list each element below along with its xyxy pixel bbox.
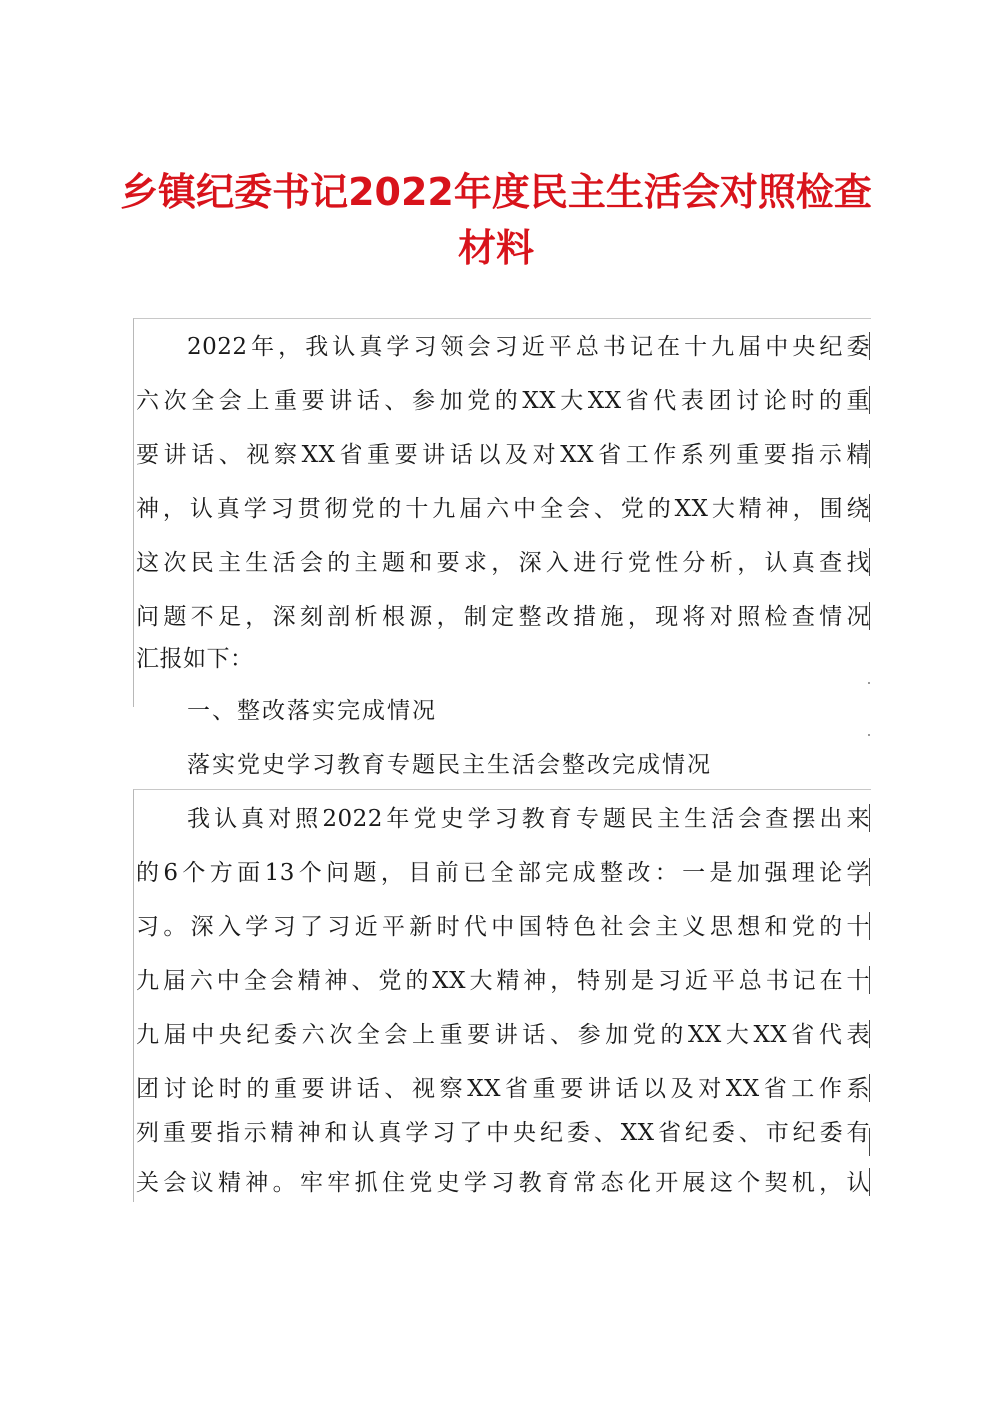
paragraph-2-line: 关会议精神。牢牢抓住党史学习教育常态化开展这个契机，认 bbox=[136, 1170, 870, 1196]
paragraph-2-line: 习。深入学习了习近平新时代中国特色社会主义思想和党的十 bbox=[136, 914, 870, 940]
document-title-line-1: 乡镇纪委书记2022年度民主生活会对照检查 bbox=[120, 170, 872, 214]
paragraph-2-line: 的6个方面13个问题，目前已全部完成整改：一是加强理论学 bbox=[136, 860, 870, 886]
section-heading: 一、整改落实完成情况 bbox=[187, 698, 437, 724]
paragraph-2-line: 我认真对照2022年党史学习教育专题民主生活会查摆出来 bbox=[187, 806, 870, 832]
paragraph-2-line: 团讨论时的重要讲话、视察XX省重要讲话以及对XX省工作系 bbox=[136, 1076, 870, 1102]
paragraph-2-line: 九届六中全会精神、党的XX大精神，特别是习近平总书记在十 bbox=[136, 968, 870, 994]
paragraph-1-line: 六次全会上重要讲话、参加党的XX大XX省代表团讨论时的重 bbox=[136, 388, 870, 414]
paragraph-1-line: 这次民主生活会的主题和要求，深入进行党性分析，认真查找 bbox=[136, 550, 870, 576]
paragraph-1-line: 问题不足，深刻剖析根源，制定整改措施，现将对照检查情况 bbox=[136, 604, 870, 630]
paragraph-2-line: 列重要指示精神和认真学习了中央纪委、XX省纪委、市纪委有 bbox=[136, 1120, 870, 1146]
document-title-line-2: 材料 bbox=[457, 226, 534, 270]
paragraph-1-line: 汇报如下： bbox=[136, 646, 254, 672]
margin-dot bbox=[868, 734, 870, 736]
paragraph-2-line: 九届中央纪委六次全会上重要讲话、参加党的XX大XX省代表 bbox=[136, 1022, 870, 1048]
paragraph-1-line: 神，认真学习贯彻党的十九届六中全会、党的XX大精神，围绕 bbox=[136, 496, 870, 522]
paragraph-1-line: 要讲话、视察XX省重要讲话以及对XX省工作系列重要指示精 bbox=[136, 442, 870, 468]
subsection-heading: 落实党史学习教育专题民主生活会整改完成情况 bbox=[187, 752, 712, 778]
paragraph-1-line: 2022年，我认真学习领会习近平总书记在十九届中央纪委 bbox=[187, 334, 870, 360]
